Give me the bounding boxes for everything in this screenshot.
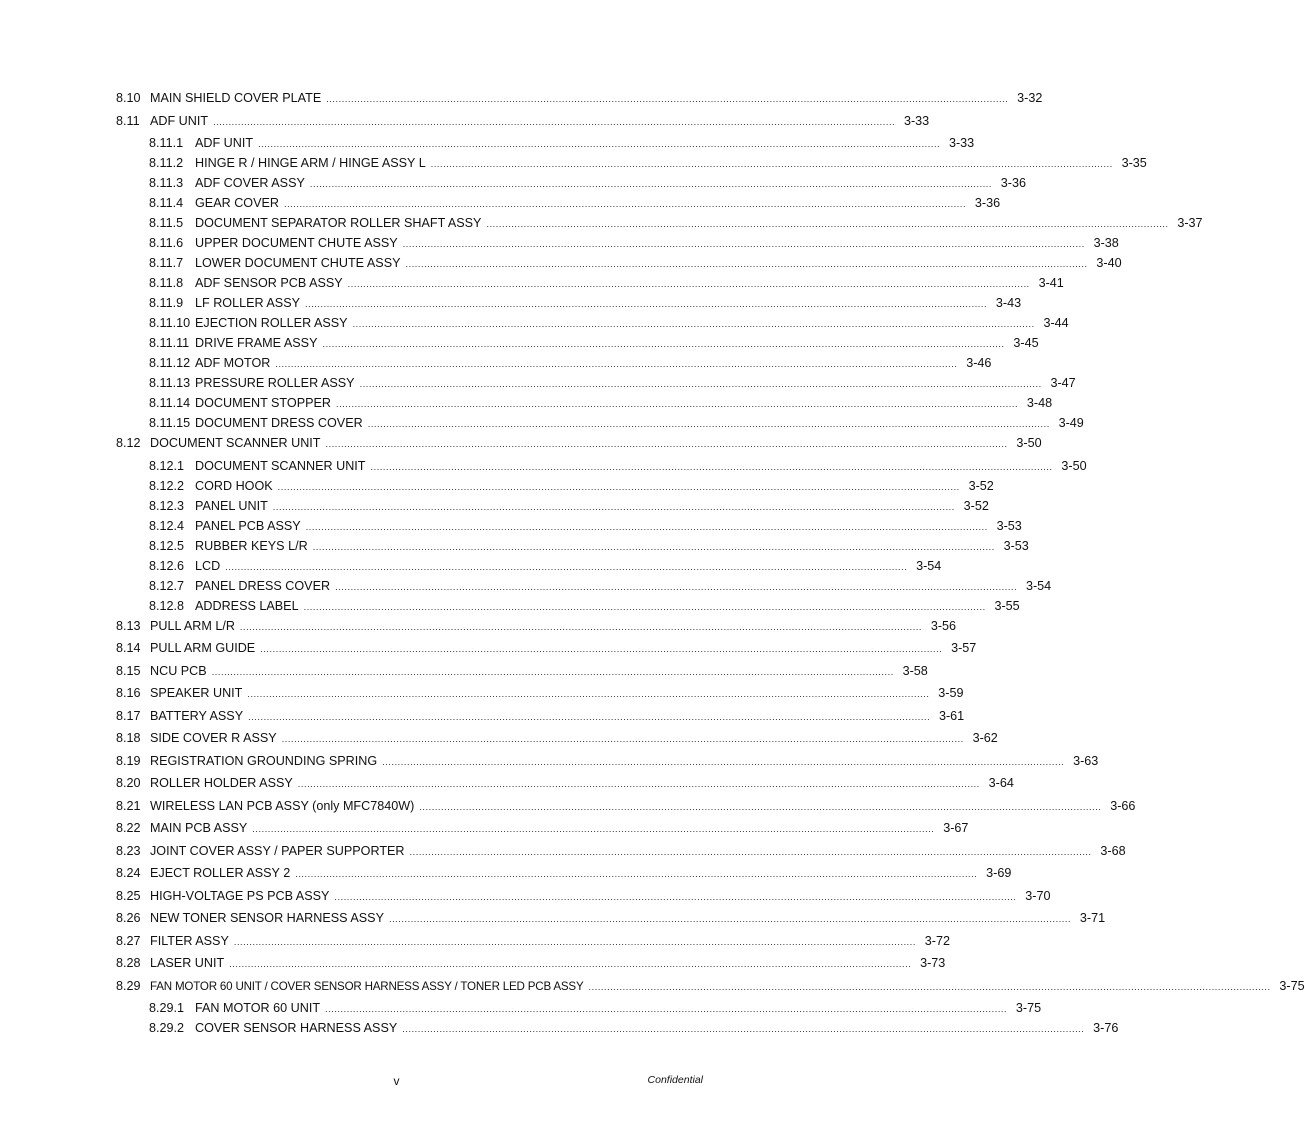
toc-dot-leader: ............................................................................................................................................................................................................................ [325,439,1008,449]
toc-entry-title: LASER UNIT [150,956,225,970]
toc-dot-leader: ............................................................................................................................................................................................................................ [297,779,980,789]
toc-entry-title: ROLLER HOLDER ASSY [150,776,293,790]
toc-entry-number: 8.11.4 [149,196,184,210]
toc-entry-title: MAIN SHIELD COVER PLATE [150,91,322,105]
toc-dot-leader: ............................................................................................................................................................................................................................ [402,239,1085,249]
toc-entry-title: GEAR COVER [195,196,279,210]
toc-dot-leader: ............................................................................................................................................................................................................................ [409,846,1092,857]
toc-section-entry[interactable] [0,933,950,956]
toc-entry-number: 8.11.10 [149,316,191,330]
toc-entry-title: FAN MOTOR 60 UNIT / COVER SENSOR HARNESS ASSY / TONER LED PCB ASSY [150,979,584,993]
toc-entry-page: 3-41 [1038,276,1064,290]
toc-entry-title: HINGE R / HINGE ARM / HINGE ASSY L [195,156,426,170]
toc-entry-number: 8.21 [116,798,141,813]
toc-entry-page: 3-69 [986,866,1012,880]
toc-section-entry[interactable] [0,90,1043,113]
toc-entry-page: 3-76 [1093,1021,1119,1035]
toc-dot-leader: ............................................................................................................................................................................................................................ [419,801,1102,812]
toc-entry-title: MAIN PCB ASSY [150,821,248,835]
toc-dot-leader: ............................................................................................................................................................................................................................ [247,689,930,699]
toc-entry-page: 3-37 [1177,216,1203,230]
toc-subsection-entry[interactable] [0,478,994,498]
toc-entry-page: 3-72 [924,933,950,948]
toc-dot-leader: ............................................................................................................................................................................................................................ [402,1024,1085,1034]
toc-entry-title: ADF SENSOR PCB ASSY [195,276,343,290]
toc-entry-page: 3-49 [1058,416,1084,430]
table-of-contents [0,90,1305,1040]
toc-entry-title: COVER SENSOR HARNESS ASSY [195,1021,398,1035]
toc-subsection-entry[interactable] [0,1020,1119,1040]
toc-entry-title: PULL ARM GUIDE [150,641,256,655]
toc-dot-leader: ............................................................................................................................................................................................................................ [325,1004,1008,1014]
toc-entry-number: 8.11.6 [149,236,184,250]
toc-entry-number: 8.12.1 [149,458,185,473]
toc-dot-leader: ............................................................................................................................................................................................................................ [252,824,935,834]
toc-entry-page: 3-36 [1000,176,1026,190]
toc-entry-page: 3-57 [951,641,977,655]
toc-entry-number: 8.11.1 [149,136,184,150]
toc-entry-number: 8.28 [116,956,141,970]
toc-section-entry[interactable] [0,618,957,641]
toc-dot-leader: ............................................................................................................................................................................................................................ [303,601,986,612]
toc-subsection-entry[interactable] [0,518,1022,538]
toc-entry-page: 3-36 [974,196,1001,210]
toc-subsection-entry[interactable] [0,215,1203,235]
toc-dot-leader: ............................................................................................................................................................................................................................ [258,139,941,149]
toc-entry-page: 3-58 [902,663,928,678]
page-number: v [393,1074,400,1088]
toc-entry-title: ADF COVER ASSY [195,176,305,190]
toc-entry-number: 8.11.11 [149,336,190,350]
toc-entry-number: 8.10 [116,91,141,105]
toc-dot-leader: ............................................................................................................................................................................................................................ [309,179,992,189]
toc-entry-number: 8.11.2 [149,156,184,170]
toc-entry-number: 8.11.12 [149,356,191,370]
toc-entry-number: 8.11.15 [149,416,191,430]
toc-dot-leader: ............................................................................................................................................................................................................................ [260,644,943,654]
toc-entry-title: DOCUMENT DRESS COVER [195,416,363,430]
toc-dot-leader: ............................................................................................................................................................................................................................ [336,399,1019,409]
toc-entry-page: 3-48 [1026,396,1053,410]
toc-section-entry[interactable] [0,113,930,136]
toc-entry-title: LOWER DOCUMENT CHUTE ASSY [195,256,401,270]
toc-entry-title: FILTER ASSY [150,933,229,948]
toc-entry-title: PANEL UNIT [195,498,268,513]
toc-entry-number: 8.29.2 [149,1021,185,1035]
toc-dot-leader: ............................................................................................................................................................................................................................ [335,581,1018,592]
toc-entry-number: 8.26 [116,911,141,925]
toc-entry-title: NEW TONER SENSOR HARNESS ASSY [150,911,384,925]
toc-entry-page: 3-64 [988,776,1014,790]
toc-section-entry[interactable] [0,663,928,686]
toc-entry-page: 3-52 [968,478,994,493]
toc-dot-leader: ............................................................................................................................................................................................................................ [225,561,908,572]
toc-entry-page: 3-50 [1061,458,1087,473]
toc-entry-number: 8.12.2 [149,478,185,493]
toc-section-entry[interactable] [0,640,977,663]
toc-dot-leader: ............................................................................................................................................................................................................................ [370,461,1053,472]
toc-entry-title: DOCUMENT SEPARATOR ROLLER SHAFT ASSY [195,216,482,230]
toc-entry-title: ADDRESS LABEL [195,598,299,613]
toc-entry-title: PRESSURE ROLLER ASSY [195,376,355,390]
toc-entry-page: 3-43 [995,296,1022,310]
toc-entry-number: 8.23 [116,843,141,858]
toc-entry-page: 3-67 [943,821,969,835]
toc-entry-title: EJECTION ROLLER ASSY [195,316,348,330]
toc-subsection-entry[interactable] [0,1000,1042,1020]
toc-entry-number: 8.11.14 [149,396,191,410]
toc-section-entry[interactable] [0,820,969,843]
toc-section-entry[interactable] [0,730,998,753]
toc-entry-number: 8.11 [116,113,140,128]
toc-subsection-entry[interactable] [0,538,1029,558]
toc-dot-leader: ............................................................................................................................................................................................................................ [352,319,1035,329]
toc-subsection-entry[interactable] [0,175,1026,195]
toc-entry-page: 3-54 [916,558,942,573]
toc-section-entry[interactable] [0,978,1305,1001]
toc-entry-page: 3-44 [1043,316,1069,330]
toc-dot-leader: ............................................................................................................................................................................................................................ [239,621,923,632]
toc-entry-number: 8.12.5 [149,538,185,553]
toc-entry-number: 8.17 [116,708,141,723]
toc-entry-title: LCD [195,558,221,573]
toc-section-entry[interactable] [0,910,1106,933]
toc-dot-leader: ............................................................................................................................................................................................................................ [305,521,988,532]
toc-entry-number: 8.15 [116,663,141,678]
toc-entry-title: ADF MOTOR [195,356,271,370]
toc-entry-page: 3-71 [1079,911,1106,925]
toc-entry-number: 8.12.4 [149,518,185,533]
toc-entry-title: SIDE COVER R ASSY [150,731,277,745]
toc-subsection-entry[interactable] [0,578,1052,598]
toc-entry-number: 8.16 [116,686,141,700]
toc-entry-page: 3-62 [972,731,998,745]
toc-entry-page: 3-50 [1016,436,1042,450]
toc-entry-page: 3-53 [996,518,1022,533]
toc-entry-page: 3-32 [1017,91,1043,105]
toc-entry-title: BATTERY ASSY [150,708,244,723]
toc-entry-number: 8.11.5 [149,216,184,230]
toc-dot-leader: ............................................................................................................................................................................................................................ [283,199,967,209]
toc-dot-leader: ............................................................................................................................................................................................................................ [334,891,1017,902]
toc-entry-title: NCU PCB [150,663,207,678]
toc-subsection-entry[interactable] [0,458,1087,478]
toc-dot-leader: ............................................................................................................................................................................................................................ [367,419,1050,429]
toc-dot-leader: ............................................................................................................................................................................................................................ [229,959,912,969]
toc-entry-page: 3-73 [920,956,946,970]
toc-entry-page: 3-54 [1025,578,1052,593]
toc-entry-title: DOCUMENT SCANNER UNIT [150,436,321,450]
toc-entry-page: 3-66 [1110,798,1136,813]
toc-subsection-entry[interactable] [0,155,1147,175]
toc-entry-title: CORD HOOK [195,478,273,493]
toc-dot-leader: ............................................................................................................................................................................................................................ [347,279,1030,289]
toc-entry-number: 8.20 [116,776,141,790]
toc-dot-leader: ............................................................................................................................................................................................................................ [388,914,1072,924]
toc-subsection-entry[interactable] [0,315,1069,335]
toc-subsection-entry[interactable] [0,135,975,155]
toc-entry-page: 3-46 [966,356,992,370]
toc-section-entry[interactable] [0,955,946,978]
toc-subsection-entry[interactable] [0,558,942,578]
toc-dot-leader: ............................................................................................................................................................................................................................ [233,936,916,947]
toc-entry-number: 8.22 [116,821,141,835]
toc-entry-title: WIRELESS LAN PCB ASSY (only MFC7840W) [150,798,415,813]
toc-section-entry[interactable] [0,435,1042,458]
toc-dot-leader: ............................................................................................................................................................................................................................ [326,94,1009,104]
toc-subsection-entry[interactable] [0,295,1022,315]
toc-entry-number: 8.25 [116,888,141,903]
toc-entry-title: ADF UNIT [195,136,254,150]
toc-section-entry[interactable] [0,888,1051,911]
toc-entry-page: 3-75 [1015,1001,1042,1015]
toc-entry-number: 8.19 [116,753,141,768]
toc-subsection-entry[interactable] [0,255,1122,275]
toc-entry-title: UPPER DOCUMENT CHUTE ASSY [195,236,398,250]
toc-entry-title: PANEL PCB ASSY [195,518,301,533]
toc-entry-page: 3-38 [1093,236,1119,250]
toc-entry-number: 8.11.8 [149,276,184,290]
toc-entry-page: 3-56 [930,618,957,633]
toc-entry-title: LF ROLLER ASSY [195,296,300,310]
toc-section-entry[interactable] [0,753,1099,776]
toc-dot-leader: ............................................................................................................................................................................................................................ [277,481,960,492]
toc-entry-page: 3-47 [1050,376,1076,390]
toc-subsection-entry[interactable] [0,195,1001,215]
toc-entry-page: 3-52 [963,498,989,513]
toc-entry-title: FAN MOTOR 60 UNIT [195,1001,321,1015]
confidential-label: Confidential [647,1074,703,1086]
toc-subsection-entry[interactable] [0,355,992,375]
toc-subsection-entry[interactable] [0,395,1053,415]
toc-entry-page: 3-53 [1003,538,1029,553]
toc-subsection-entry[interactable] [0,415,1084,435]
toc-section-entry[interactable] [0,798,1136,821]
toc-entry-page: 3-59 [938,686,964,700]
toc-entry-title: DRIVE FRAME ASSY [195,336,318,350]
toc-dot-leader: ............................................................................................................................................................................................................................ [275,359,958,369]
toc-subsection-entry[interactable] [0,275,1064,295]
toc-entry-number: 8.14 [116,641,141,655]
toc-entry-number: 8.29 [116,978,141,993]
toc-entry-title: RUBBER KEYS L/R [195,538,308,553]
toc-entry-number: 8.11.13 [149,376,191,390]
toc-entry-page: 3-68 [1100,843,1126,858]
toc-entry-number: 8.18 [116,731,141,745]
toc-section-entry[interactable] [0,708,965,731]
toc-dot-leader: ............................................................................................................................................................................................................................ [382,756,1065,767]
toc-entry-number: 8.12.6 [149,558,185,573]
toc-entry-page: 3-33 [948,136,975,150]
toc-entry-title: ADF UNIT [150,113,209,128]
toc-entry-page: 3-45 [1013,336,1039,350]
toc-subsection-entry[interactable] [0,375,1076,395]
toc-dot-leader: ............................................................................................................................................................................................................................ [213,116,896,127]
toc-entry-page: 3-33 [903,113,930,128]
toc-entry-number: 8.12.8 [149,598,185,613]
toc-dot-leader: ............................................................................................................................................................................................................................ [430,159,1113,169]
toc-entry-title: PULL ARM L/R [150,618,235,633]
toc-entry-page: 3-61 [938,708,965,723]
toc-dot-leader: ............................................................................................................................................................................................................................ [305,299,988,309]
toc-dot-leader: ............................................................................................................................................................................................................................ [281,734,964,744]
toc-dot-leader: ............................................................................................................................................................................................................................ [312,541,995,552]
toc-section-entry[interactable] [0,775,1014,798]
toc-dot-leader: ............................................................................................................................................................................................................................ [359,379,1042,389]
toc-dot-leader: ............................................................................................................................................................................................................................ [248,711,931,722]
toc-entry-page: 3-35 [1121,156,1147,170]
toc-entry-number: 8.13 [116,618,141,633]
toc-entry-title: REGISTRATION GROUNDING SPRING [150,753,378,768]
toc-dot-leader: ............................................................................................................................................................................................................................ [405,259,1088,269]
toc-subsection-entry[interactable] [0,498,989,518]
toc-entry-number: 8.11.3 [149,176,184,190]
toc-section-entry[interactable] [0,865,1012,888]
toc-entry-number: 8.12.7 [149,578,185,593]
toc-entry-number: 8.27 [116,933,141,948]
toc-entry-page: 3-63 [1073,753,1099,768]
toc-entry-title: DOCUMENT STOPPER [195,396,331,410]
toc-entry-number: 8.11.9 [149,296,184,310]
toc-dot-leader: ............................................................................................................................................................................................................................ [486,219,1169,229]
toc-entry-title: DOCUMENT SCANNER UNIT [195,458,366,473]
toc-subsection-entry[interactable] [0,235,1119,255]
toc-entry-number: 8.11.7 [149,256,184,270]
toc-dot-leader: ............................................................................................................................................................................................................................ [211,666,894,677]
toc-entry-page: 3-40 [1096,256,1122,270]
toc-subsection-entry[interactable] [0,598,1020,618]
toc-dot-leader: ............................................................................................................................................................................................................................ [295,869,978,879]
toc-entry-number: 8.12 [116,436,141,450]
toc-entry-title: HIGH-VOLTAGE PS PCB ASSY [150,888,330,903]
toc-entry-number: 8.24 [116,866,141,880]
toc-section-entry[interactable] [0,843,1126,866]
toc-entry-page: 3-75 [1279,978,1305,993]
toc-entry-title: EJECT ROLLER ASSY 2 [150,866,291,880]
toc-subsection-entry[interactable] [0,335,1039,355]
toc-entry-title: JOINT COVER ASSY / PAPER SUPPORTER [150,843,405,858]
toc-entry-page: 3-55 [994,598,1020,613]
toc-dot-leader: ............................................................................................................................................................................................................................ [322,339,1005,349]
toc-dot-leader: ............................................................................................................................................................................................................................ [588,981,1271,992]
toc-entry-title: PANEL DRESS COVER [195,578,331,593]
toc-entry-number: 8.29.1 [149,1001,185,1015]
toc-entry-title: SPEAKER UNIT [150,686,243,700]
toc-section-entry[interactable] [0,685,964,708]
toc-entry-number: 8.12.3 [149,498,185,513]
toc-entry-page: 3-70 [1025,888,1051,903]
toc-dot-leader: ............................................................................................................................................................................................................................ [272,501,955,512]
